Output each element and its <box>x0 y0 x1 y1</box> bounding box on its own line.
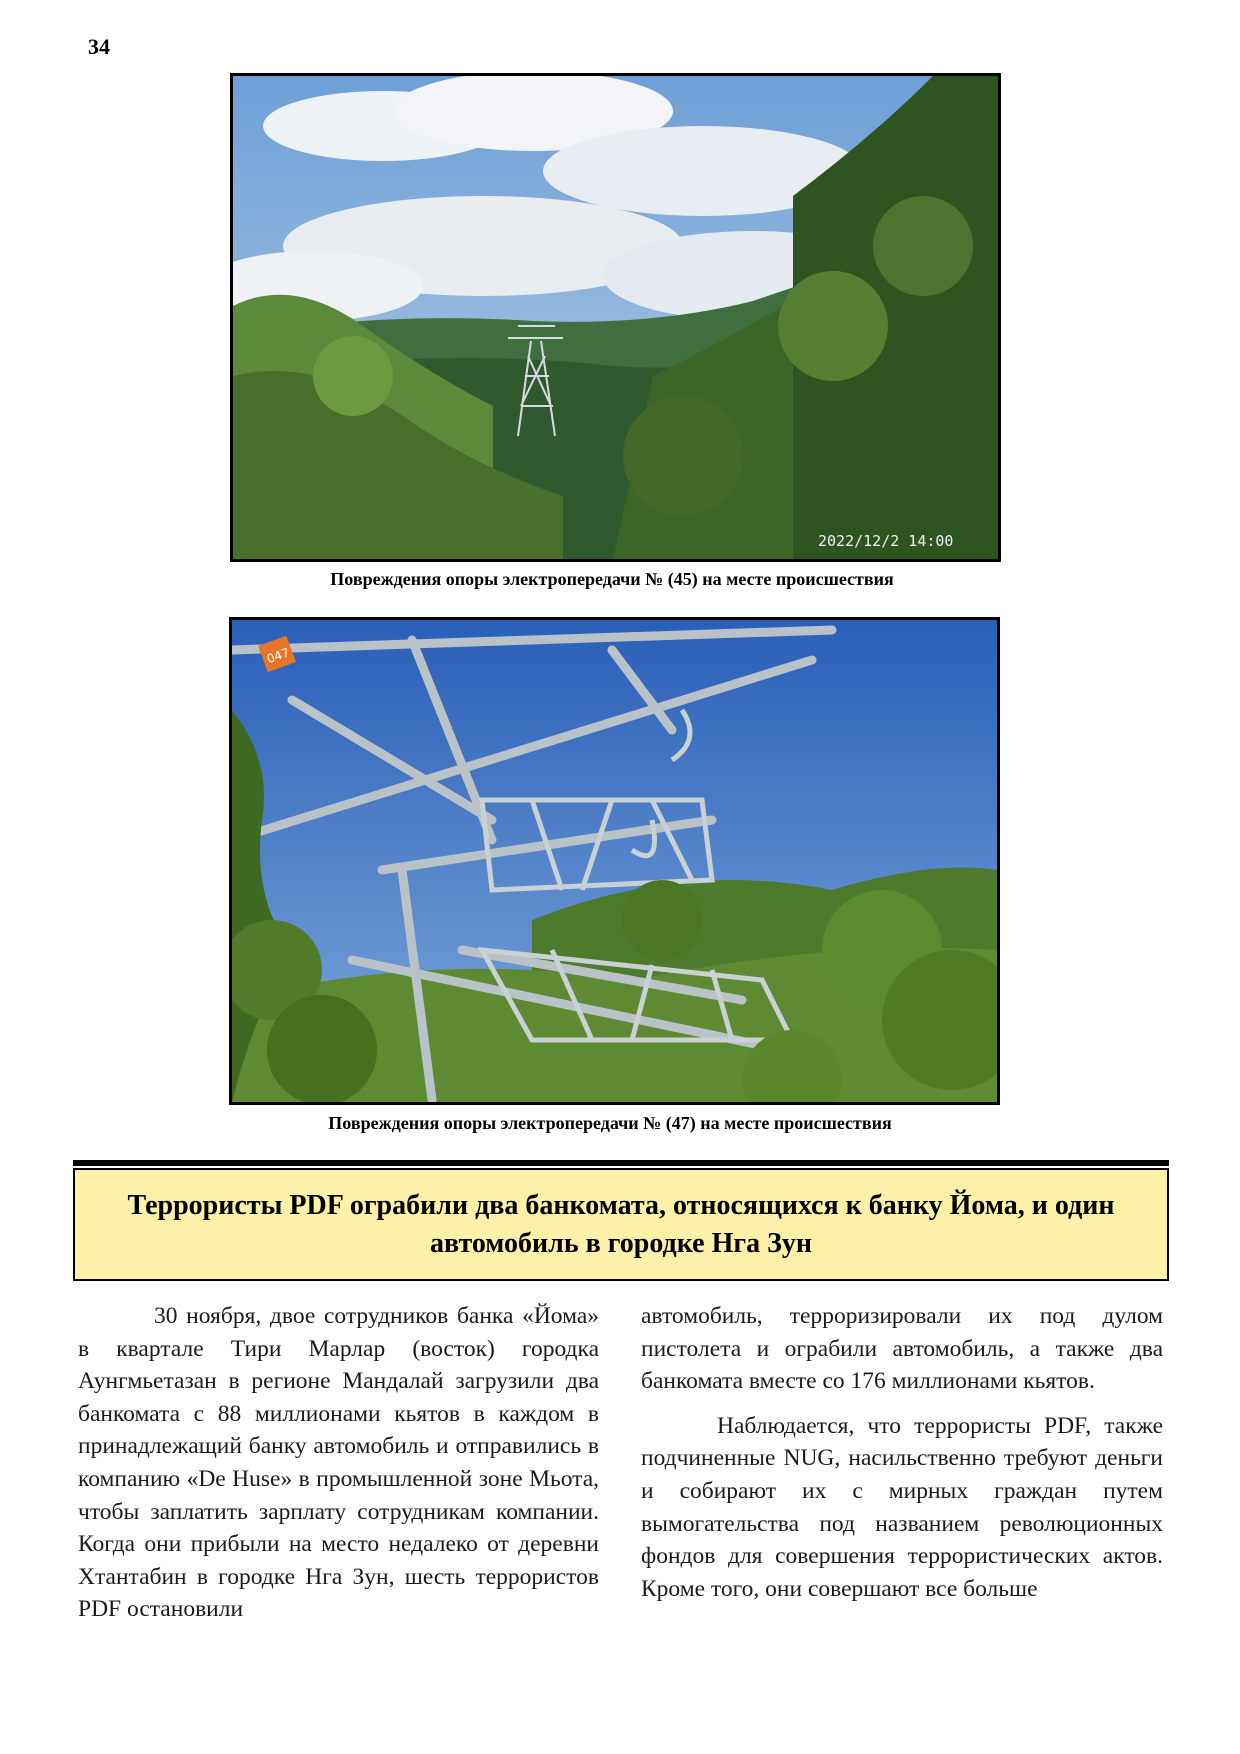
article-headline-box <box>73 1168 1169 1281</box>
photo-caption-tower-47: Повреждения опоры электропередачи № (47) на месте происшествия <box>328 1113 892 1133</box>
photo-tower-45-image <box>233 76 998 559</box>
section-divider <box>73 1160 1169 1166</box>
article-paragraph-1-continued: автомобиль, терроризировали их под дулом пистолета и ограбили автомобиль, а также два банкомата вместе со 176 миллионами кьятов. <box>641 1303 1163 1395</box>
photo-tower-45 <box>230 73 1001 562</box>
article-headline: Террористы PDF ограбили два банкомата, относящихся к банку Йома, и один автомобиль в городке Нга Зун <box>127 1189 1115 1259</box>
photo-caption-tower-45: Повреждения опоры электропередачи № (45) на месте происшествия <box>330 569 894 589</box>
photo-timestamp: 2022/12/2 14:00 <box>818 532 954 550</box>
article-column-left <box>78 1300 599 1626</box>
page-number: 34 <box>88 34 110 59</box>
tower-number-tag: 047 <box>264 645 292 667</box>
photo-tower-47 <box>229 617 1000 1105</box>
article-paragraph-2: Наблюдается, что террористы PDF, также подчиненные NUG, насильственно требуют деньги и собирают их с мирных граждан путем вымогательства под названием революционных фондов для совершения террористических актов. Кроме того, они совершают все больше <box>641 1412 1163 1602</box>
article-column-right <box>641 1300 1163 1605</box>
photo-tower-47-image <box>232 620 997 1102</box>
article-paragraph-1: 30 ноября, двое сотрудников банка «Йома» в квартале Тири Марлар (восток) городка Аунгмьетазан в регионе Мандалай загрузили два банкомата с 88 миллионами кьятов в каждом в принадлежащий банку автомобиль и отправились в компанию «De Huse» в промышленной зоне Мьота, чтобы заплатить зарплату сотрудникам компании. Когда они прибыли на место недалеко от деревни Хтантабин в городке Нга Зун, шесть террористов PDF остановили <box>78 1303 599 1623</box>
